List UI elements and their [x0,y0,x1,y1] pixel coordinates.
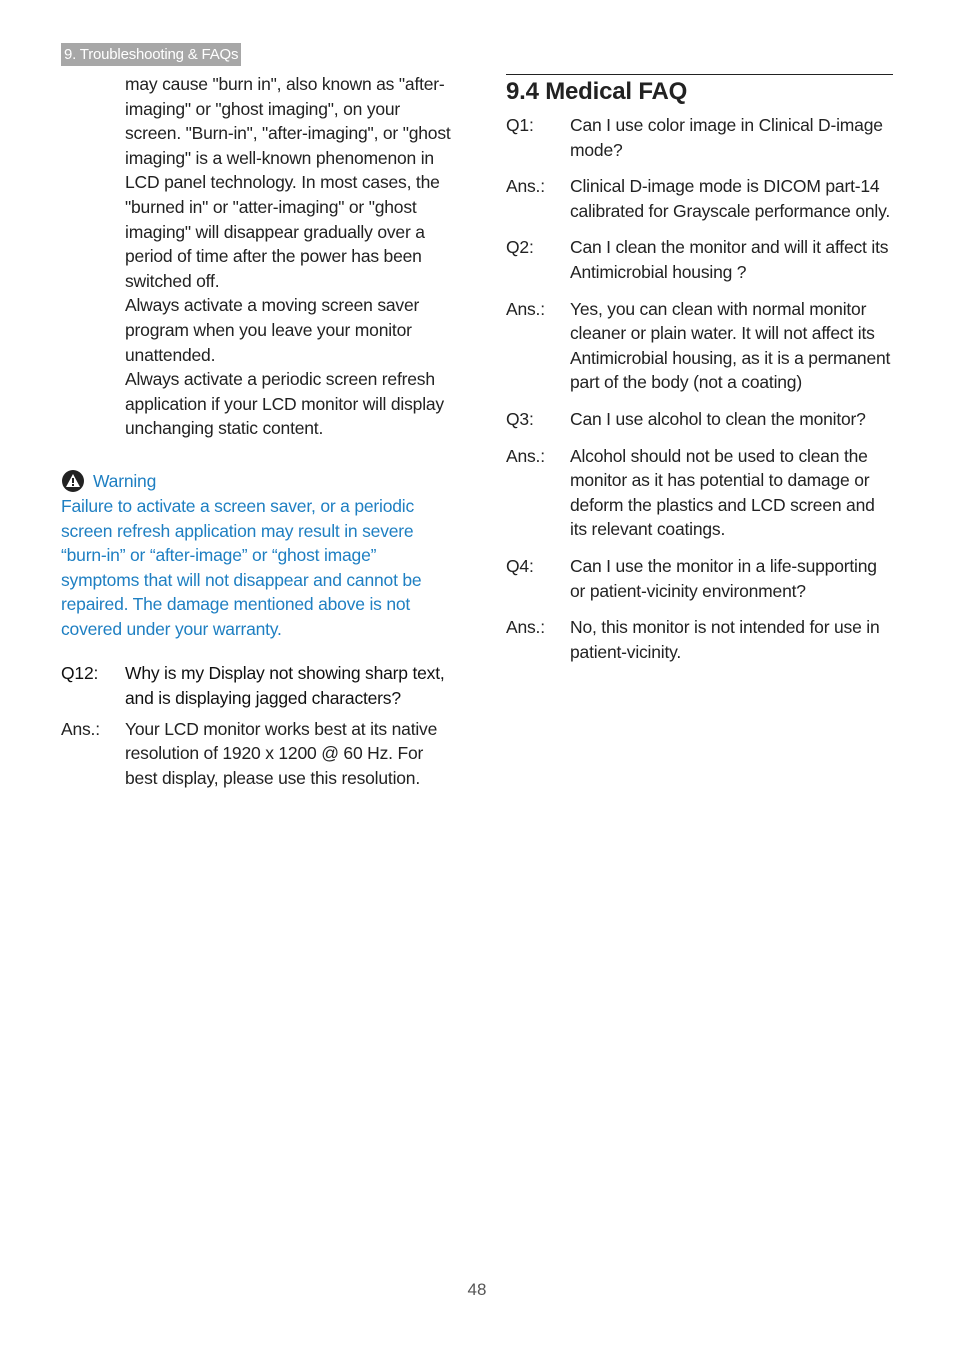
warning-header [61,469,451,494]
question-row [506,235,894,284]
answer-text: Yes, you can clean with normal monitor cleaner or plain water. It will not affect its Antimicrobial housing, as it is a permanent part of the body (not a coating) [570,298,891,393]
faq-item [506,235,894,395]
faq-item [506,407,894,542]
page-number: 48 [467,1280,487,1299]
section-tab: 9. Troubleshooting & FAQs [61,43,241,66]
paragraph: may cause "burn in", also known as "after-imaging" or "ghost imaging", on your screen. "Burn-in", "after-imaging", or "ghost imaging" is a well-known phenomenon in LCD panel technology. In most cases, the "burned in" or "atter-imaging" or "ghost imaging" will disappear gradually over a period of time after the power has been switched off. [125,74,451,291]
question-text: Can I use the monitor in a life-supporting or patient-vicinity environment? [570,555,877,601]
answer-row [506,615,894,664]
paragraph: Always activate a moving screen saver program when you leave your monitor unattended. [125,295,420,365]
question-row [506,113,894,162]
answer-label: Ans.: [506,298,545,319]
warning-text: Failure to activate a screen saver, or a periodic screen refresh application may result in severe “burn-in” or “after-image” or “ghost image” symptoms that will not disappear and cannot be repaired. The damage mentioned above is not covered under your warranty. [61,495,422,639]
answer-row [506,174,894,223]
answer-text: Alcohol should not be used to clean the monitor as it has potential to damage or deform the plastics and LCD screen and its relevant coatings. [570,445,875,540]
paragraph: Always activate a periodic screen refresh application if your LCD monitor will display unchanging static content. [125,369,444,439]
question-label: Q1: [506,115,534,135]
answer-text: No, this monitor is not intended for use in patient-vicinity. [570,617,880,662]
answer-row [506,297,894,395]
question-text: Can I clean the monitor and will it affect its Antimicrobial housing ? [570,237,889,282]
question-label: Q4: [506,555,534,576]
heading-rule [506,74,893,75]
question-row [61,661,451,710]
question-label: Q3: [506,408,534,429]
faq-item [506,554,894,664]
faq-item [506,113,894,223]
answer-label: Ans.: [61,718,100,739]
question-text: Why is my Display not showing sharp text, and is displaying jagged characters? [125,663,445,709]
warning-title: Warning [93,471,157,492]
section-heading: 9.4 Medical FAQ [506,78,688,105]
question-text: Can I use color image in Clinical D-image mode? [570,115,883,160]
question-label: Q2: [506,237,534,258]
warning-box [61,469,451,642]
faq-q12 [61,661,451,790]
answer-row [61,717,451,791]
continuation-text [61,72,451,441]
answer-label: Ans.: [506,445,545,466]
question-text: Can I use alcohol to clean the monitor? [570,408,866,429]
question-row [506,554,894,603]
question-label: Q12: [61,663,99,684]
answer-text: Clinical D-image mode is DICOM part-14 calibrated for Grayscale performance only. [570,176,891,221]
question-row [506,407,894,432]
answer-row [506,444,894,542]
answer-label: Ans.: [506,176,545,197]
warning-triangle-icon [61,469,85,493]
right-column [506,74,894,664]
answer-label: Ans.: [506,617,545,638]
left-column [61,72,451,790]
answer-text: Your LCD monitor works best at its native resolution of 1920 x 1200 @ 60 Hz. For best display, please use this resolution. [125,718,438,788]
